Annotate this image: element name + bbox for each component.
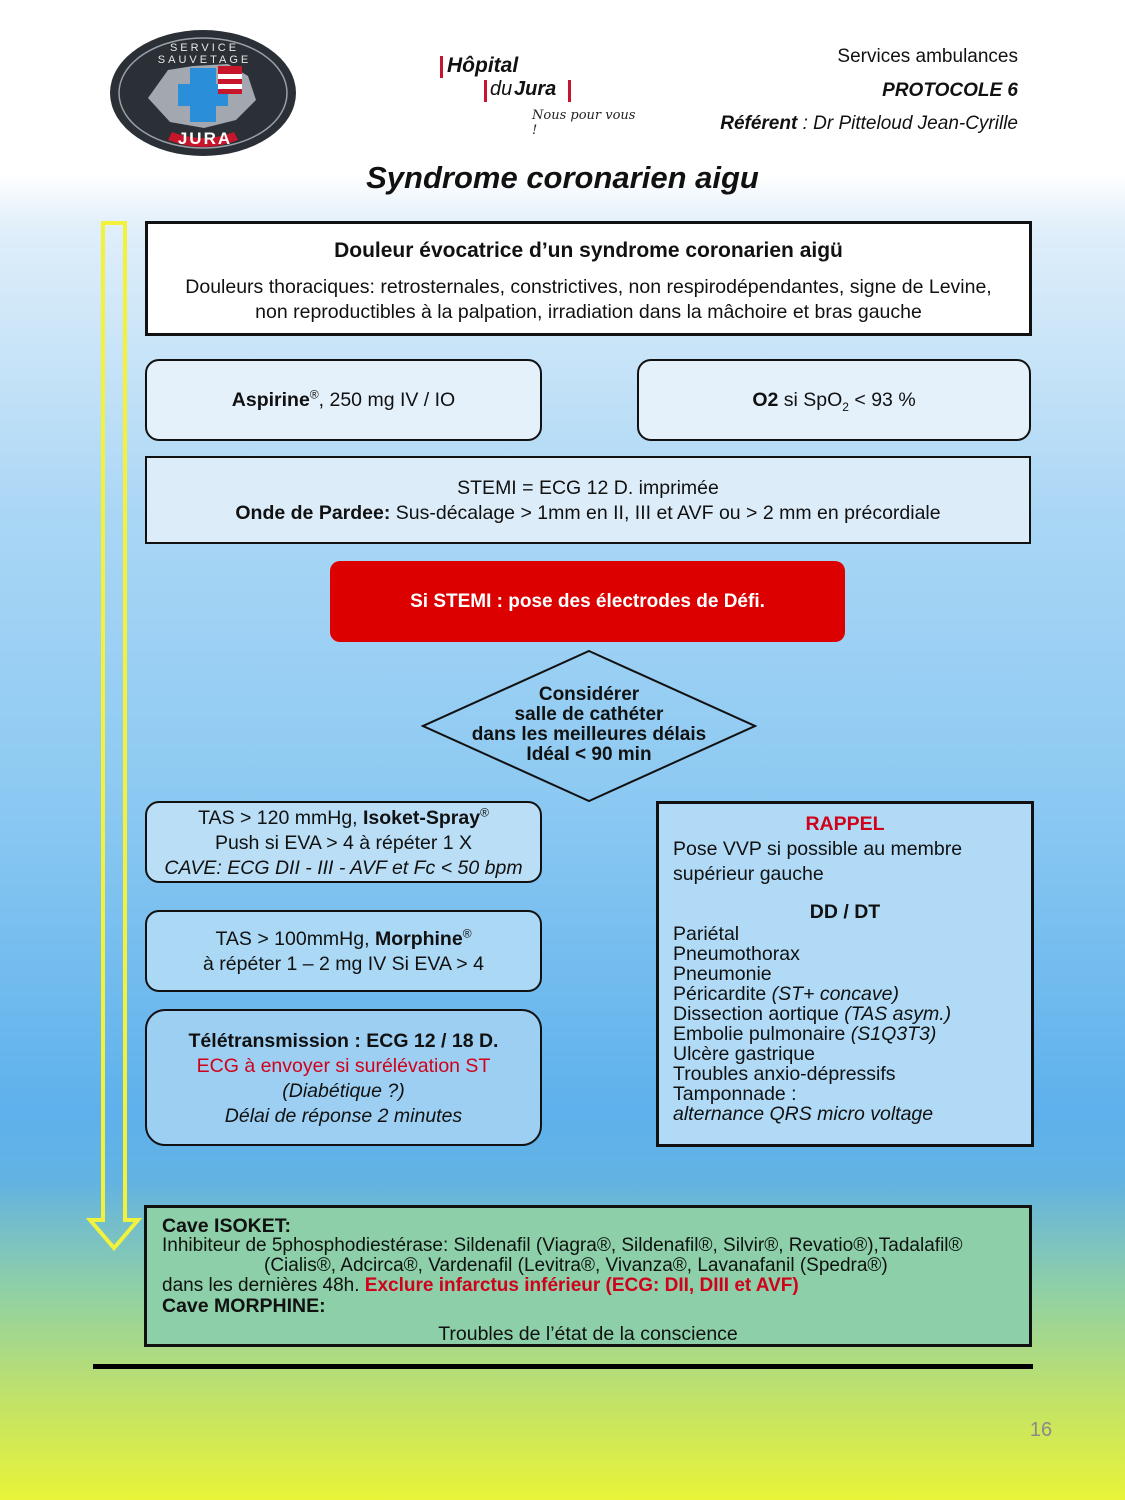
isoket-drug: Isoket-Spray — [363, 807, 481, 829]
aspirine-reg: ® — [309, 387, 319, 402]
diamond-line-4: Idéal < 90 min — [526, 744, 652, 765]
dd-item — [673, 1004, 1031, 1024]
dd-item — [673, 1044, 1031, 1064]
diamond-line-1: Considérer — [538, 684, 640, 705]
aspirine-drug: Aspirine — [231, 389, 310, 411]
cave-line3 — [162, 1276, 1029, 1296]
tele-line2: ECG à envoyer si surélévation ST — [196, 1055, 491, 1077]
symptom-line2: non reproductibles à la palpation, irradiation dans la mâchoire et bras gauche — [255, 301, 922, 323]
aspirine-dose: , 250 mg IV / IO — [318, 389, 456, 411]
stemi-defib-text: Si STEMI : pose des électrodes de Défi. — [410, 591, 765, 612]
rappel-text1: Pose VVP si possible au membre — [673, 838, 963, 860]
morphine-pre: TAS > 100mmHg, — [215, 928, 375, 950]
isoket-reg: ® — [480, 805, 489, 820]
diamond-line-2: salle de cathéter — [514, 704, 664, 725]
cave-box — [144, 1205, 1032, 1347]
hospital-tagline: Nous pour vous ! — [532, 108, 636, 138]
dd-item — [673, 924, 1031, 944]
cave-line4: Troubles de l’état de la conscience — [438, 1323, 738, 1345]
dd-item — [673, 1084, 1031, 1104]
dd-item-text: Dissection aortique — [673, 1003, 845, 1025]
isoket-box — [145, 801, 542, 883]
dd-item-note: (TAS asym.) — [844, 1003, 952, 1025]
referent-label: Référent — [720, 113, 798, 134]
header-protocol: PROTOCOLE 6 — [882, 80, 1018, 101]
flow-arrow — [86, 220, 142, 1252]
symptom-box — [145, 221, 1032, 336]
dd-item-note: (S1Q3T3) — [850, 1023, 937, 1045]
hospital-logo — [440, 52, 640, 138]
cave-line2: (Cialis®, Adcirca®, Vardenafil (Levitra®, Vivanza®, Lavanafanil (Spedra®) — [264, 1255, 888, 1276]
dd-list — [673, 924, 1031, 1124]
o2-rest: < 93 % — [848, 389, 916, 411]
pardee-text: Sus-décalage > 1mm en II, III et AVF ou > 2 mm en précordiale — [390, 502, 941, 524]
morphine-drug: Morphine — [374, 928, 463, 950]
diamond-line-3: dans les meilleures délais — [471, 724, 707, 745]
cath-lab-text — [421, 685, 757, 765]
teletransmission-box — [145, 1009, 542, 1146]
isoket-pre: TAS > 120 mmHg, — [198, 807, 363, 829]
morphine-line1 — [147, 927, 540, 952]
tele-line1: Télétransmission : ECG 12 / 18 D. — [188, 1030, 499, 1052]
aspirine-box — [145, 359, 542, 441]
dd-item-text: Ulcère gastrique — [673, 1043, 815, 1065]
hospital-name-line1: Hôpital — [447, 54, 519, 77]
dd-item — [673, 984, 1031, 1004]
dd-item — [673, 1104, 1031, 1124]
header-service: Services ambulances — [837, 46, 1018, 67]
stemi-line1: STEMI = ECG 12 D. imprimée — [457, 477, 719, 499]
page-title: Syndrome coronarien aigu — [366, 160, 759, 195]
dd-item-text: Troubles anxio-dépressifs — [673, 1063, 896, 1085]
dd-item-text: Péricardite — [673, 983, 772, 1005]
dd-item-note: alternance QRS micro voltage — [673, 1103, 934, 1125]
dd-item-text: Pneumothorax — [673, 943, 800, 965]
cave-morphine-heading: Cave MORPHINE: — [162, 1295, 326, 1317]
logo-top-text: SERVICE SAUVETAGE — [157, 42, 252, 66]
dd-item-text: Pneumonie — [673, 963, 772, 985]
bottom-divider — [93, 1364, 1033, 1369]
oxygen-box — [637, 359, 1031, 441]
hospital-name-du: du — [490, 78, 513, 100]
rappel-box — [656, 801, 1034, 1147]
rappel-text2: supérieur gauche — [673, 863, 824, 885]
morphine-reg: ® — [462, 926, 472, 941]
dd-item — [673, 1064, 1031, 1084]
isoket-line1 — [147, 806, 540, 831]
rappel-heading: RAPPEL — [805, 813, 885, 835]
isoket-line2: Push si EVA > 4 à répéter 1 X — [214, 832, 473, 854]
cave-line3-pre: dans les dernières 48h. — [162, 1275, 365, 1296]
morphine-line2: à répéter 1 – 2 mg IV Si EVA > 4 — [203, 953, 484, 975]
cave-line3-red: Exclure infarctus inférieur (ECG: DII, DIII et AVF) — [364, 1275, 799, 1296]
dd-item-text: Pariétal — [673, 923, 740, 945]
hospital-name-jura: Jura — [514, 78, 557, 100]
o2-sub: 2 — [842, 399, 849, 414]
dd-item — [673, 964, 1031, 984]
dd-item-note: (ST+ concave) — [771, 983, 899, 1005]
cave-isoket-heading: Cave ISOKET: — [162, 1215, 291, 1237]
o2-drug: O2 — [752, 389, 779, 411]
morphine-box — [145, 910, 542, 992]
dd-item-text: Embolie pulmonaire — [673, 1023, 851, 1045]
dd-heading: DD / DT — [809, 901, 881, 923]
cave-line1: Inhibiteur de 5phosphodiestérase: Sildenafil (Viagra®, Sildenafil®, Silvir®, Revatio®),Tadalafil® — [162, 1235, 963, 1256]
referent-name: : Dr Pitteloud Jean-Cyrille — [797, 113, 1018, 134]
o2-text: si SpO — [778, 389, 843, 411]
logo-bottom-text: JURA — [177, 129, 233, 148]
dd-item-text: Tamponnade : — [673, 1083, 797, 1105]
isoket-line3: CAVE: ECG DII - III - AVF et Fc < 50 bpm — [164, 857, 523, 879]
pardee-label: Onde de Pardee: — [235, 502, 391, 524]
stemi-line2 — [147, 501, 1029, 526]
header-referent — [720, 113, 1018, 135]
tele-line4: Délai de réponse 2 minutes — [224, 1105, 463, 1127]
page-number: 16 — [1029, 1419, 1053, 1441]
symptom-heading: Douleur évocatrice d’un syndrome coronarien aigü — [334, 239, 843, 262]
stemi-box — [145, 456, 1031, 544]
dd-item — [673, 1024, 1031, 1044]
symptom-line1: Douleurs thoraciques: retrosternales, constrictives, non respirodépendantes, signe de Levine, — [185, 276, 992, 298]
dd-item — [673, 944, 1031, 964]
tele-line3: (Diabétique ?) — [282, 1080, 405, 1102]
stemi-defib-alert — [330, 561, 845, 642]
